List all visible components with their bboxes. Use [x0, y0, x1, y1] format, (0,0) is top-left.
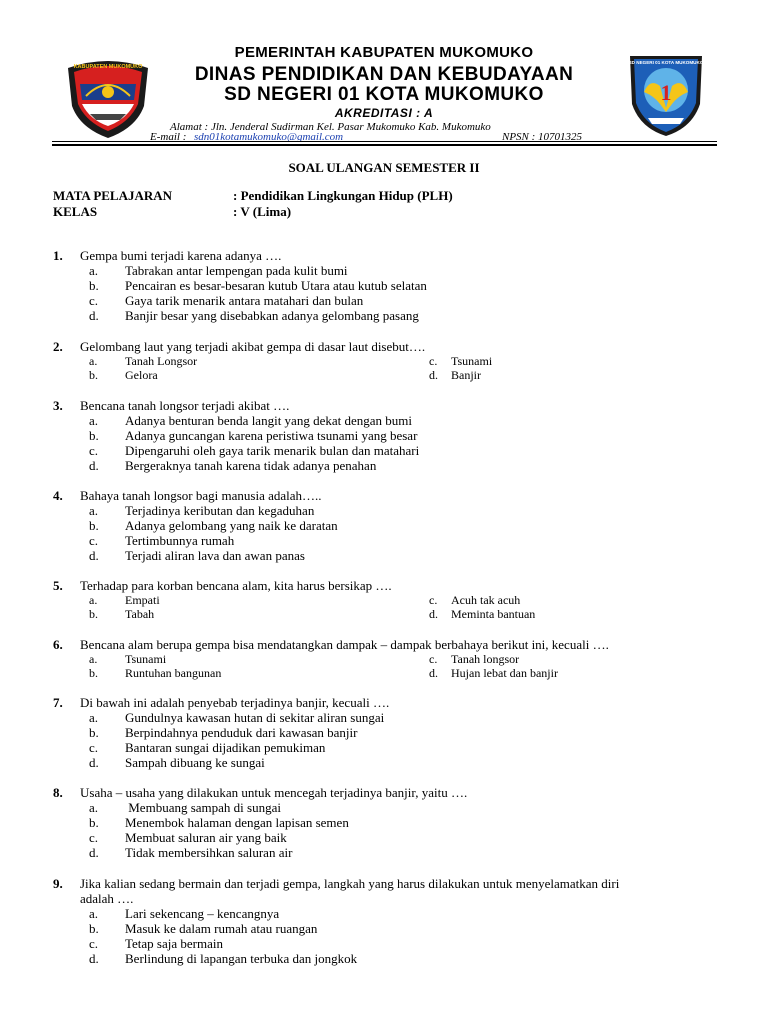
option-row: [53, 607, 733, 621]
question-text: Terhadap para korban bencana alam, kita harus bersikap ….: [80, 578, 392, 593]
left-logo-text: [60, 54, 156, 74]
question-6: [53, 637, 733, 680]
question-text: Usaha – usaha yang dilakukan untuk mencegah terjadinya banjir, yaitu ….: [80, 785, 468, 800]
question-number: 7.: [53, 695, 63, 710]
option[interactable]: d. Berlindung di lapangan terbuka dan jongkok: [89, 951, 358, 966]
meta-key: KELAS: [53, 204, 98, 219]
option-row: [53, 368, 733, 382]
option-label[interactable]: d.: [429, 607, 438, 621]
option-label[interactable]: a.: [89, 354, 98, 368]
option[interactable]: a. Lari sekencang – kencangnya: [89, 906, 280, 921]
header-address: Alamat : Jln. Jenderal Sudirman Kel. Pasar Mukomuko Kab. Mukomuko: [170, 121, 491, 133]
option[interactable]: a. Tabrakan antar lempengan pada kulit bumi: [89, 263, 348, 278]
option[interactable]: a. Membuang sampah di sungai: [89, 800, 281, 815]
question-2: [53, 339, 733, 382]
option-text[interactable]: Tanah longsor: [451, 652, 520, 666]
option-text[interactable]: Tsunami: [451, 354, 493, 368]
option[interactable]: b. Masuk ke dalam rumah atau ruangan: [89, 921, 318, 936]
meta-key: MATA PELAJARAN: [53, 188, 173, 203]
option[interactable]: c. Tertimbunnya rumah: [89, 533, 235, 548]
option[interactable]: c. Gaya tarik menarik antara matahari dan bulan: [89, 293, 364, 308]
option[interactable]: d. Tidak membersihkan saluran air: [89, 845, 293, 860]
option-label[interactable]: c.: [429, 652, 438, 666]
svg-text:SD NEGERI 01 KOTA MUKOMUKO: SD NEGERI 01 KOTA MUKOMUKO: [628, 60, 704, 65]
meta-class: [53, 204, 291, 220]
option[interactable]: c. Tetap saja bermain: [89, 936, 223, 951]
question-text: Bahaya tanah longsor bagi manusia adalah…..: [80, 488, 322, 503]
option-text[interactable]: Gelora: [125, 368, 158, 382]
option-label[interactable]: a.: [89, 593, 98, 607]
option-text[interactable]: Tanah Longsor: [125, 354, 198, 368]
option[interactable]: a. Terjadinya keributan dan kegaduhan: [89, 503, 315, 518]
option[interactable]: d. Terjadi aliran lava dan awan panas: [89, 548, 305, 563]
question-text-continued: adalah ….: [80, 891, 134, 906]
option-text[interactable]: Banjir: [451, 368, 481, 382]
question-number: 2.: [53, 339, 63, 354]
question-5: [53, 578, 733, 621]
option-label[interactable]: d.: [429, 368, 438, 382]
option[interactable]: b. Berpindahnya penduduk dari kawasan banjir: [89, 725, 358, 740]
svg-text:KABUPATEN MUKOMUKO: KABUPATEN MUKOMUKO: [73, 64, 143, 70]
question-text: Gempa bumi terjadi karena adanya ….: [80, 248, 282, 263]
header-rule-thick: [52, 144, 717, 146]
header-government: PEMERINTAH KABUPATEN MUKOMUKO: [234, 44, 534, 61]
meta-value: : Pendidikan Lingkungan Hidup (PLH): [233, 188, 453, 203]
option-label[interactable]: c.: [429, 593, 438, 607]
option-label[interactable]: a.: [89, 652, 98, 666]
exam-title: SOAL ULANGAN SEMESTER II: [288, 160, 480, 175]
meta-subject: [53, 188, 453, 204]
header-department: DINAS PENDIDIKAN DAN KEBUDAYAAN: [194, 64, 574, 85]
question-4: [53, 488, 733, 563]
question-number: 3.: [53, 398, 63, 413]
option[interactable]: b. Menembok halaman dengan lapisan semen: [89, 815, 349, 830]
question-8: [53, 785, 733, 860]
question-number: 9.: [53, 876, 63, 891]
option-text[interactable]: Acuh tak acuh: [451, 593, 521, 607]
question-7: [53, 695, 733, 770]
question-text: Jika kalian sedang bermain dan terjadi gempa, langkah yang harus dilakukan untuk menyelamatkan diri: [80, 876, 620, 891]
question-number: 1.: [53, 248, 63, 263]
option[interactable]: d. Banjir besar yang disebabkan adanya gelombang pasang: [89, 308, 419, 323]
question-text: Bencana tanah longsor terjadi akibat ….: [80, 398, 290, 413]
option-text[interactable]: Empati: [125, 593, 160, 607]
option-label[interactable]: b.: [89, 607, 98, 621]
option[interactable]: d. Bergeraknya tanah karena tidak adanya penahan: [89, 458, 377, 473]
question-3: [53, 398, 733, 473]
option-text[interactable]: Tabah: [125, 607, 155, 621]
option-text[interactable]: Tsunami: [125, 652, 167, 666]
right-logo-text: [620, 52, 712, 70]
option[interactable]: b. Pencairan es besar-besaran kutub Utara atau kutub selatan: [89, 278, 427, 293]
header-rule-thin: [52, 141, 717, 142]
option-row: [53, 652, 733, 666]
option[interactable]: c. Bantaran sungai dijadikan pemukiman: [89, 740, 326, 755]
option[interactable]: b. Adanya guncangan karena peristiwa tsunami yang besar: [89, 428, 418, 443]
option[interactable]: c. Membuat saluran air yang baik: [89, 830, 287, 845]
question-text: Di bawah ini adalah penyebab terjadinya banjir, kecuali ….: [80, 695, 390, 710]
email-label: E-mail :: [150, 131, 187, 141]
option-text[interactable]: Meminta bantuan: [451, 607, 536, 621]
option[interactable]: c. Dipengaruhi oleh gaya tarik menarik bulan dan matahari: [89, 443, 420, 458]
option-label[interactable]: b.: [89, 368, 98, 382]
header-accreditation: AKREDITASI : A: [334, 106, 434, 120]
option-text[interactable]: Hujan lebat dan banjir: [451, 666, 558, 680]
option-label[interactable]: d.: [429, 666, 438, 680]
option[interactable]: d. Sampah dibuang ke sungai: [89, 755, 265, 770]
question-number: 8.: [53, 785, 63, 800]
npsn: NPSN : 10701325: [502, 131, 583, 141]
option-row: [53, 593, 733, 607]
option[interactable]: a. Gundulnya kawasan hutan di sekitar aliran sungai: [89, 710, 385, 725]
question-number: 4.: [53, 488, 63, 503]
header-school: SD NEGERI 01 KOTA MUKOMUKO: [224, 84, 544, 105]
option-label[interactable]: b.: [89, 666, 98, 680]
option-row: [53, 354, 733, 368]
question-1: [53, 248, 733, 323]
header-contact-line: [150, 131, 610, 141]
option[interactable]: a. Adanya benturan benda langit yang dekat dengan bumi: [89, 413, 412, 428]
option-row: [53, 666, 733, 680]
email-link[interactable]: sdn01kotamukomuko@gmail.com: [194, 131, 344, 141]
question-number: 5.: [53, 578, 63, 593]
svg-text:1: 1: [660, 80, 672, 105]
question-9: [53, 876, 733, 966]
question-text: Bencana alam berupa gempa bisa mendatangkan dampak – dampak berbahaya berikut ini, kecuali ….: [80, 637, 609, 652]
meta-value: : V (Lima): [233, 204, 292, 219]
option-label[interactable]: c.: [429, 354, 438, 368]
option-text[interactable]: Runtuhan bangunan: [125, 666, 222, 680]
option[interactable]: b. Adanya gelombang yang naik ke daratan: [89, 518, 338, 533]
question-number: 6.: [53, 637, 63, 652]
question-text: Gelombang laut yang terjadi akibat gempa di dasar laut disebut….: [80, 339, 426, 354]
